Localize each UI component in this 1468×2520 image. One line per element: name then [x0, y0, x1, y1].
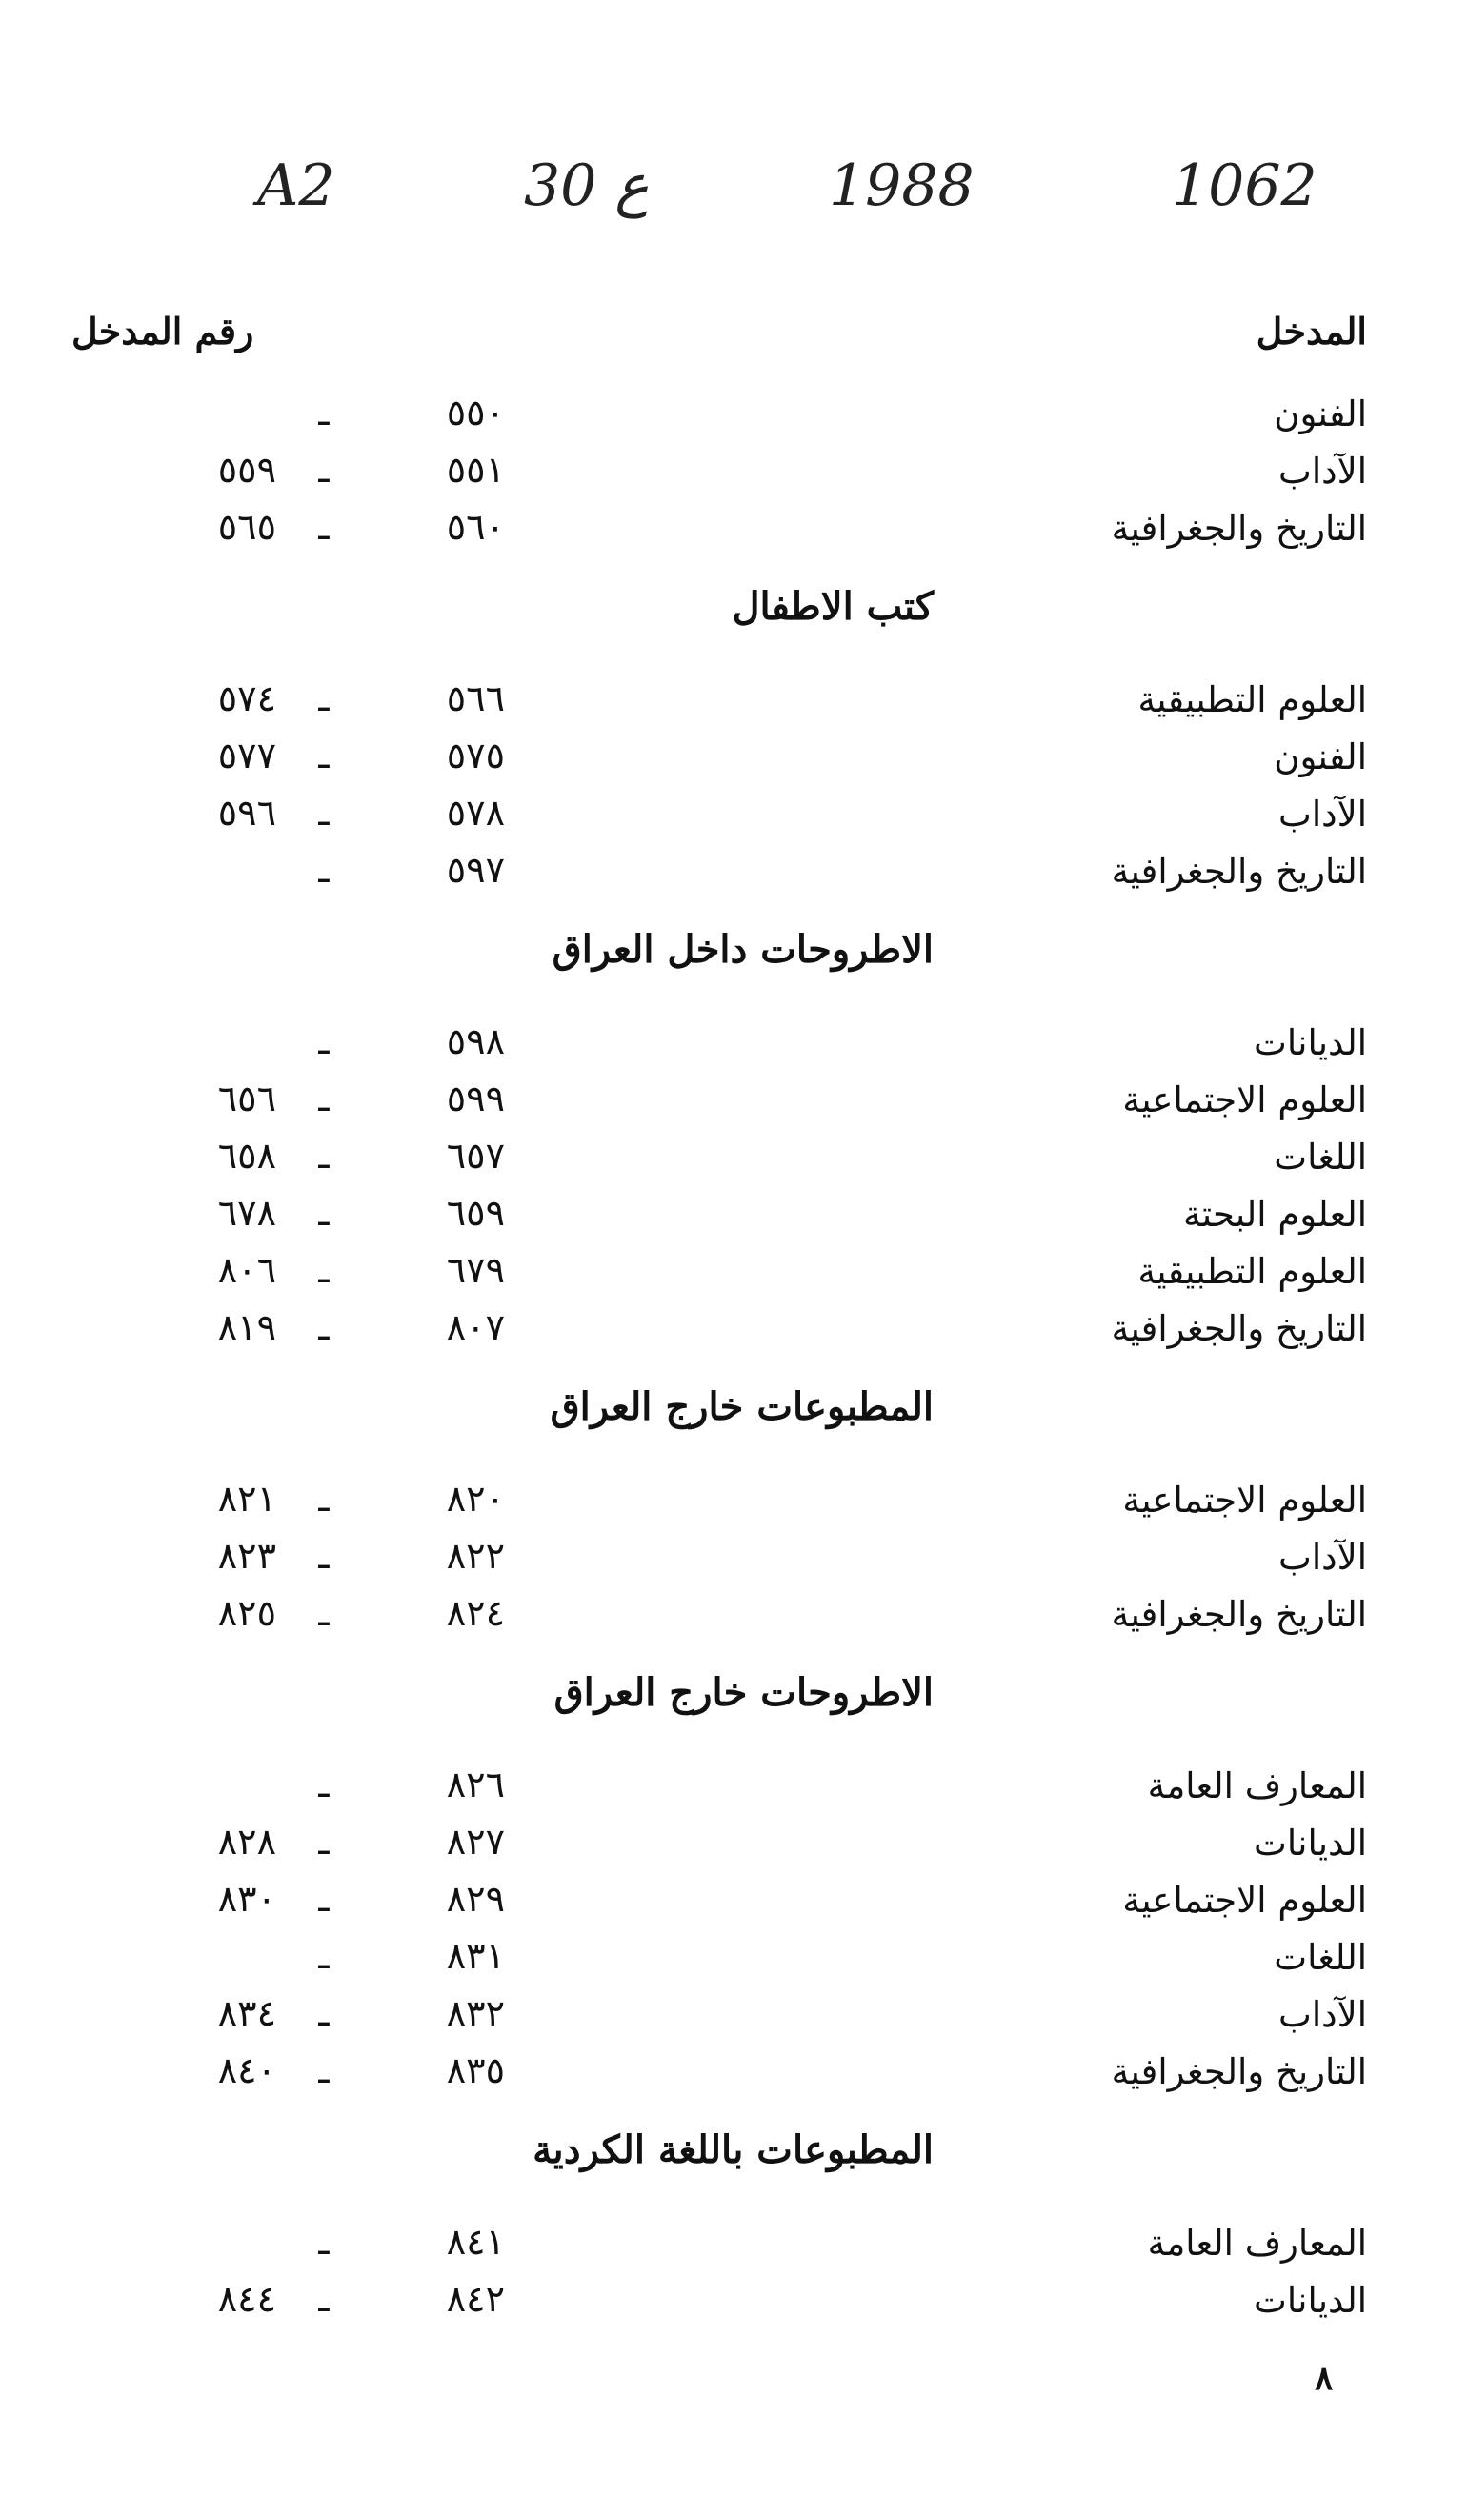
entry-label: الديانات	[1254, 1022, 1367, 1063]
table-row	[143, 443, 1367, 500]
table-row	[143, 386, 1367, 443]
range-start: ٥٦٦	[446, 677, 505, 719]
range-end: ٨١٩	[217, 1306, 276, 1348]
range-end: ٨٢٨	[217, 1821, 276, 1863]
range-end: ٨٠٦	[217, 1249, 276, 1291]
entry-label: العلوم البحتة	[1182, 1194, 1367, 1235]
table-row	[143, 1815, 1367, 1872]
range-start: ٨٢٠	[446, 1478, 505, 1520]
table-row	[143, 1186, 1367, 1243]
range-separator: ـ	[318, 1078, 330, 1119]
range-end: ٨٣٠	[217, 1878, 276, 1920]
entry-column-header: المدخل	[1256, 310, 1367, 353]
range-start: ٨٢٦	[446, 1764, 505, 1805]
range-end: ٨٢١	[217, 1478, 276, 1520]
range-separator: ـ	[318, 1592, 330, 1634]
range-start: ٨٤٢	[446, 2278, 505, 2320]
table-row	[143, 1300, 1367, 1358]
range-separator: ـ	[318, 735, 330, 776]
range-end: ٥٧٧	[217, 735, 276, 776]
range-end: ٦٥٨	[217, 1135, 276, 1177]
range-separator: ـ	[318, 1992, 330, 2034]
table-row	[143, 2215, 1367, 2272]
section-heading	[143, 1358, 1367, 1472]
entry-label: العلوم الاجتماعية	[1122, 1079, 1367, 1120]
table-row	[143, 1472, 1367, 1529]
range-start: ٥٦٠	[446, 506, 505, 548]
range-start: ٨٣١	[446, 1935, 505, 1977]
range-separator: ـ	[318, 1306, 330, 1348]
table-row	[143, 1243, 1367, 1300]
range-start: ٥٩٩	[446, 1078, 505, 1119]
entry-label: العلوم التطبيقية	[1137, 679, 1367, 720]
section-heading-text: كتب الاطفال	[732, 584, 934, 629]
entry-label: العلوم التطبيقية	[1137, 1251, 1367, 1292]
section-heading-text: الاطروحات داخل العراق	[552, 927, 934, 972]
range-start: ٨٢٢	[446, 1535, 505, 1577]
range-start: ٨٠٧	[446, 1306, 505, 1348]
entry-label: التاريخ والجغرافية	[1111, 508, 1367, 549]
entry-label: اللغات	[1274, 1937, 1367, 1978]
range-start: ٨٤١	[446, 2221, 505, 2263]
entry-label: التاريخ والجغرافية	[1111, 1594, 1367, 1635]
table-row	[143, 1758, 1367, 1815]
range-separator: ـ	[318, 392, 330, 433]
range-separator: ـ	[318, 792, 330, 834]
table-row	[143, 729, 1367, 786]
range-start: ٨٢٧	[446, 1821, 505, 1863]
table-row	[143, 1929, 1367, 1986]
entry-label: الآداب	[1278, 1537, 1367, 1578]
range-start: ٨٢٩	[446, 1878, 505, 1920]
table-row	[143, 1072, 1367, 1129]
entry-label: الفنون	[1274, 736, 1367, 777]
section-heading-text: الاطروحات خارج العراق	[553, 1670, 934, 1715]
range-end: ٨٢٣	[217, 1535, 276, 1577]
table-row	[143, 1129, 1367, 1186]
range-start: ٥٩٨	[446, 1020, 505, 1062]
range-separator: ـ	[318, 1821, 330, 1863]
range-end: ٥٥٩	[217, 449, 276, 491]
range-end: ٥٦٥	[217, 506, 276, 548]
entry-label: الفنون	[1274, 393, 1367, 434]
range-separator: ـ	[318, 2221, 330, 2263]
range-start: ٨٢٤	[446, 1592, 505, 1634]
range-separator: ـ	[318, 449, 330, 491]
range-separator: ـ	[318, 1535, 330, 1577]
range-start: ٥٧٥	[446, 735, 505, 776]
range-start: ٨٣٥	[446, 2049, 505, 2091]
range-end: ٨٢٥	[217, 1592, 276, 1634]
handwritten-annotation	[257, 152, 1381, 238]
table-row	[143, 2272, 1367, 2329]
handwritten-code: A2	[257, 152, 335, 219]
entry-label: الآداب	[1278, 1994, 1367, 2035]
entry-label: التاريخ والجغرافية	[1111, 1308, 1367, 1349]
table-row	[143, 786, 1367, 843]
range-separator: ـ	[318, 1878, 330, 1920]
range-separator: ـ	[318, 1249, 330, 1291]
section-heading	[143, 2101, 1367, 2215]
range-separator: ـ	[318, 2049, 330, 2091]
entry-label: التاريخ والجغرافية	[1111, 851, 1367, 892]
range-end: ٦٧٨	[217, 1192, 276, 1234]
entry-label: الديانات	[1254, 1823, 1367, 1864]
entry-label: العلوم الاجتماعية	[1122, 1480, 1367, 1521]
table-row	[143, 2044, 1367, 2101]
handwritten-reference: 1062	[1172, 152, 1317, 219]
range-end: ٨٣٤	[217, 1992, 276, 2034]
table-row	[143, 1586, 1367, 1643]
range-start: ٦٥٩	[446, 1192, 505, 1234]
entry-label: الآداب	[1278, 451, 1367, 492]
range-end: ٥٧٤	[217, 677, 276, 719]
range-start: ٥٧٨	[446, 792, 505, 834]
section-heading-text: المطبوعات خارج العراق	[550, 1384, 934, 1429]
section-heading	[143, 1643, 1367, 1758]
entry-label: العلوم الاجتماعية	[1122, 1880, 1367, 1921]
range-start: ٨٣٢	[446, 1992, 505, 2034]
range-separator: ـ	[318, 1935, 330, 1977]
range-separator: ـ	[318, 1478, 330, 1520]
range-start: ٥٥٠	[446, 392, 505, 433]
range-separator: ـ	[318, 677, 330, 719]
table-row	[143, 672, 1367, 729]
section-heading	[143, 557, 1367, 672]
section-heading-text: المطبوعات باللغة الكردية	[533, 2127, 934, 2172]
entry-label: التاريخ والجغرافية	[1111, 2051, 1367, 2092]
table-row	[143, 1529, 1367, 1586]
table-row	[143, 1986, 1367, 2044]
range-end: ٨٤٤	[217, 2278, 276, 2320]
range-separator: ـ	[318, 1020, 330, 1062]
table-row	[143, 1872, 1367, 1929]
range-end: ٥٩٦	[217, 792, 276, 834]
handwritten-number: 30 ع	[524, 152, 650, 219]
range-end: ٨٤٠	[217, 2049, 276, 2091]
range-separator: ـ	[318, 506, 330, 548]
index-table	[143, 386, 1367, 2329]
entry-label: المعارف العامة	[1147, 2223, 1367, 2264]
range-start: ٥٩٧	[446, 849, 505, 891]
entry-label: اللغات	[1274, 1137, 1367, 1178]
table-row	[143, 843, 1367, 900]
range-separator: ـ	[318, 1764, 330, 1805]
range-separator: ـ	[318, 849, 330, 891]
range-separator: ـ	[318, 1135, 330, 1177]
range-separator: ـ	[318, 2278, 330, 2320]
range-separator: ـ	[318, 1192, 330, 1234]
entry-label: المعارف العامة	[1147, 1765, 1367, 1806]
entry-number-column-header: رقم المدخل	[71, 310, 254, 353]
entry-label: الآداب	[1278, 794, 1367, 835]
page-number: ٨	[1315, 2358, 1334, 2398]
range-start: ٦٧٩	[446, 1249, 505, 1291]
handwritten-year: 1988	[829, 152, 975, 219]
section-heading	[143, 900, 1367, 1015]
range-end: ٦٥٦	[217, 1078, 276, 1119]
table-row	[143, 500, 1367, 557]
table-row	[143, 1015, 1367, 1072]
table-header	[71, 310, 1367, 376]
entry-label: الديانات	[1254, 2280, 1367, 2321]
range-start: ٦٥٧	[446, 1135, 505, 1177]
range-start: ٥٥١	[446, 449, 505, 491]
